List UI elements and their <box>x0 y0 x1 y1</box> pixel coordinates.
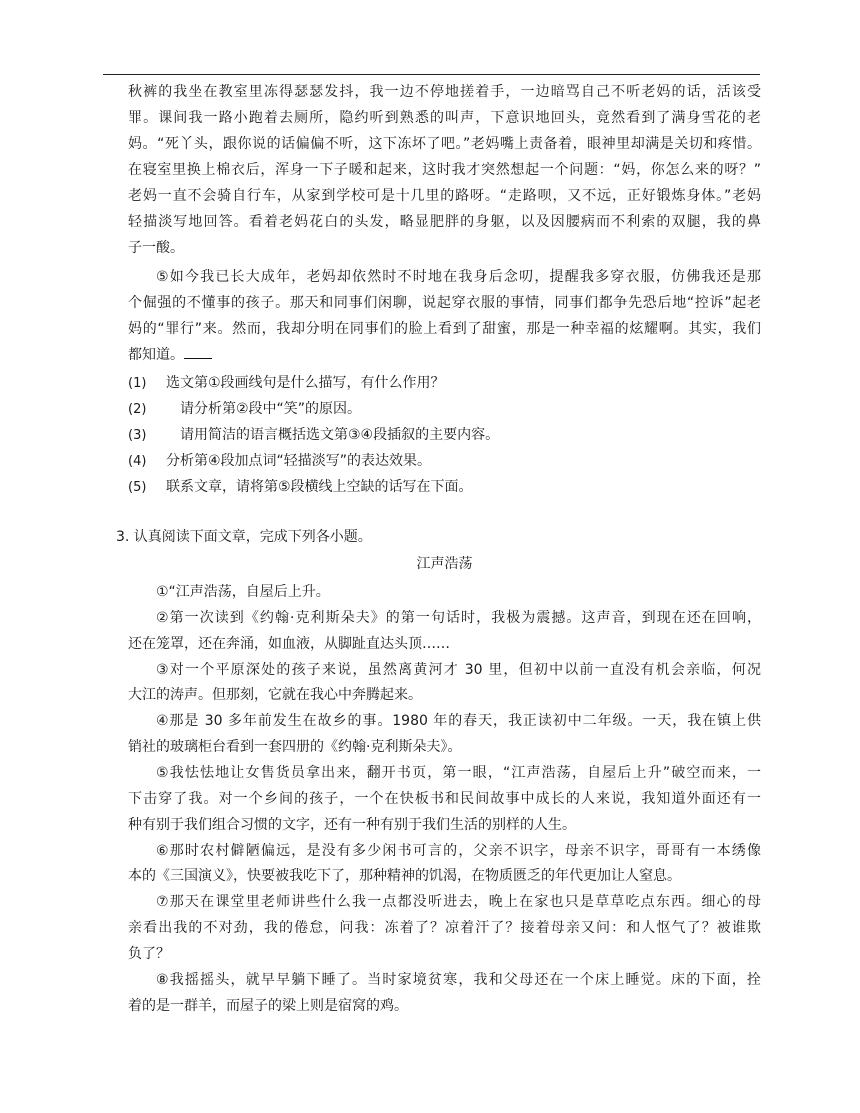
paragraph-5-text: 都知道。 <box>128 347 184 363</box>
passage-line-emphasis: 轻描淡写地回答。看着老妈花白的头发，略显肥胖的身躯，以及因腰病而不利索的双腿，我的鼻 <box>128 214 761 230</box>
question-text: 联系文章，请将第⑤段横线上空缺的话写在下面。 <box>166 479 473 495</box>
article-paragraph-start: ②第一次读到《约翰·克利斯朵夫》的第一句话时，我极为震撼。这声音，到现在还在回响， <box>156 610 761 626</box>
question-item <box>128 422 499 448</box>
question-text: 分析第④段加点词“轻描淡写”的表达效果。 <box>166 453 432 469</box>
question-item <box>128 474 473 500</box>
article-paragraph-start: ⑧我摇摇头，就早早躺下睡了。当时家境贫寒，我和父母还在一个床上睡觉。床的下面，拴 <box>156 972 761 988</box>
article-paragraph-start: ⑦那天在课堂里老师讲些什么我一点都没听进去，晚上在家也只是草草吃点东西。细心的母 <box>156 894 761 910</box>
passage-line: 老妈一直不会骑自行车，从家到学校可是十几里的路呀。“走路呗，又不远，正好锻炼身体。”老妈 <box>128 188 761 204</box>
question-number: (4) <box>128 454 147 469</box>
question-number: (1) <box>128 376 147 391</box>
article-line: 本的《三国演义》，快要被我吃下了，那种精神的饥渴，在物质匮乏的年代更加让人窒息。 <box>128 868 681 884</box>
article-line: 大江的涛声。但那刻，它就在我心中奔腾起来。 <box>128 687 422 703</box>
article-line: 亲看出我的不对劲，我的倦怠，问我：冻着了？凉着汗了？接着母亲又问：和人怄气了？被谁欺 <box>128 920 761 936</box>
question-number: (3) <box>128 428 147 443</box>
article-line: 种有别于我们组合习惯的文字，还有一种有别于我们生活的别样的人生。 <box>128 817 576 833</box>
question-number: (2) <box>128 402 147 417</box>
passage-line: 秋裤的我坐在教室里冻得瑟瑟发抖，我一边不停地搓着手，一边暗骂自己不听老妈的话，活该受 <box>128 84 761 100</box>
question-item <box>128 396 361 422</box>
paragraph-5-line: 妈的“罪行”来。然而，我却分明在同事们的脸上看到了甜蜜，那是一种幸福的炫耀啊。其实，我们 <box>128 321 761 337</box>
passage-line: 妈。“死丫头，跟你说的话偏偏不听，这下冻坏了吧。”老妈嘴上责备着，眼神里却满是关切和疼惜。 <box>128 136 761 152</box>
article-line: 还在笼罩，还在奔涌，如血液，从脚趾直达头顶…… <box>128 636 450 652</box>
question-text: 请分析第②段中“笑”的原因。 <box>166 401 362 417</box>
article-paragraph-start: ①“江声浩荡，自屋后上升。 <box>156 584 330 600</box>
passage-line: 在寝室里换上棉衣后，浑身一下子暖和起来，这时我才突然想起一个问题：“妈，你怎么来的呀？” <box>128 162 761 178</box>
article-line: 着的是一群羊，而屋子的梁上则是宿窝的鸡。 <box>128 998 408 1014</box>
question-text: 选文第①段画线句是什么描写，有什么作用？ <box>166 375 445 391</box>
passage-line: 子一酸。 <box>128 240 184 256</box>
paragraph-5-last-line <box>128 342 761 368</box>
question-item <box>128 448 431 474</box>
answer-blank[interactable] <box>184 344 212 359</box>
article-paragraph-start: ⑤我怯怯地让女售货员拿出来，翻开书页，第一眼，“江声浩荡，自屋后上升”破空而来，一 <box>156 765 761 781</box>
article-paragraph-start: ④那是 30 多年前发生在故乡的事。1980 年的春天，我正读初中二年级。一天，我在镇上供 <box>156 713 761 729</box>
article-line: 下击穿了我。对一个乡间的孩子，一个在快板书和民间故事中成长的人来说，我知道外面还有一 <box>128 791 761 807</box>
question-item <box>128 370 445 396</box>
article-title: 江声浩荡 <box>416 556 473 572</box>
section-heading: 3. 认真阅读下面文章，完成下列各小题。 <box>116 529 372 545</box>
question-text: 请用简洁的语言概括选文第③④段插叙的主要内容。 <box>166 427 500 443</box>
article-paragraph-start: ⑥那时农村僻陋偏远，是没有多少闲书可言的，父亲不识字，母亲不识字，哥哥有一本绣像 <box>156 843 761 859</box>
article-line: 销社的玻璃柜台看到一套四册的《约翰·克利斯朵夫》。 <box>128 739 462 755</box>
question-number: (5) <box>128 480 147 495</box>
header-rule <box>103 74 760 75</box>
paragraph-5-line: 个倔强的不懂事的孩子。那天和同事们闲聊，说起穿衣服的事情，同事们都争先恐后地“控诉”起老 <box>128 295 761 311</box>
article-line: 负了？ <box>128 946 170 962</box>
passage-line: 罪。课间我一路小跑着去厕所，隐约听到熟悉的叫声，下意识地回头，竟然看到了满身雪花的老 <box>128 110 761 126</box>
paragraph-5-line: ⑤如今我已长大成年，老妈却依然时不时地在我身后念叨，提醒我多穿衣服，仿佛我还是那 <box>156 269 761 285</box>
article-paragraph-start: ③对一个平原深处的孩子来说，虽然离黄河才 30 里，但初中以前一直没有机会亲临，何况 <box>156 662 761 678</box>
